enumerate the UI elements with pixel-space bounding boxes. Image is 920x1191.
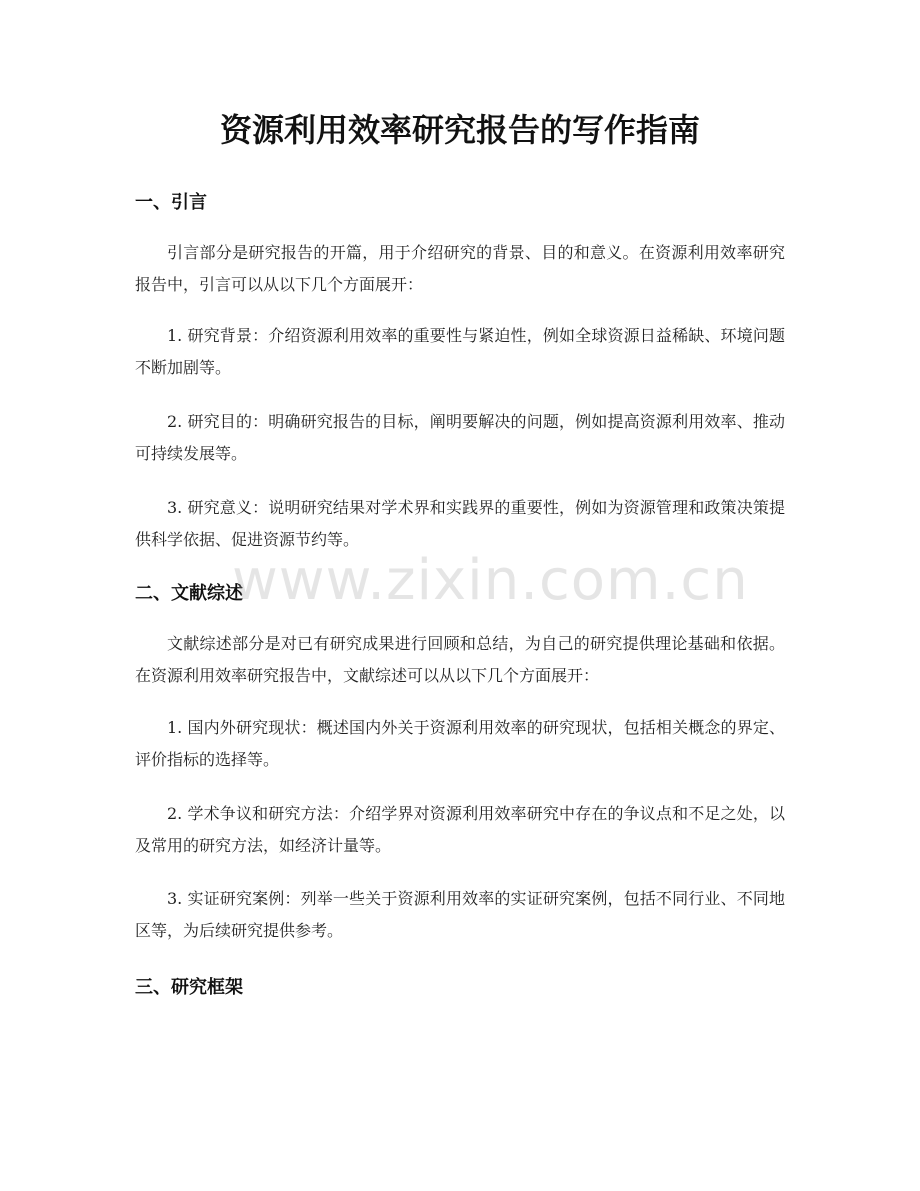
list-item-block (135, 406, 785, 470)
paragraph: 引言部分是研究报告的开篇，用于介绍研究的背景、目的和意义。在资源利用效率研究报告中，引言可以从以下几个方面展开： (135, 243, 785, 294)
list-item-block (135, 883, 785, 947)
list-item-block (135, 492, 785, 556)
section-introduction-body (135, 237, 785, 301)
section-heading: 一、引言 (135, 192, 207, 213)
list-item: 3. 实证研究案例：列举一些关于资源利用效率的实证研究案例，包括不同行业、不同地区等，为后续研究提供参考。 (135, 889, 785, 940)
watermark: www.zixin.com.cn (232, 548, 749, 613)
list-item-block (135, 798, 785, 862)
section-heading: 三、研究框架 (135, 977, 243, 998)
list-item-block (135, 320, 785, 384)
section-introduction (135, 190, 785, 216)
list-item: 2. 学术争议和研究方法：介绍学界对资源利用效率研究中存在的争议点和不足之处，以及常用的研究方法，如经济计量等。 (135, 804, 785, 855)
paragraph: 文献综述部分是对已有研究成果进行回顾和总结，为自己的研究提供理论基础和依据。在资源利用效率研究报告中，文献综述可以从以下几个方面展开： (135, 634, 785, 685)
section-literature-review (135, 581, 785, 607)
list-item: 2. 研究目的：明确研究报告的目标，阐明要解决的问题，例如提高资源利用效率、推动可持续发展等。 (135, 412, 785, 463)
list-item-block (135, 712, 785, 776)
section-literature-review-body (135, 628, 785, 692)
document-title: 资源利用效率研究报告的写作指南 (219, 111, 700, 149)
list-item: 1. 国内外研究现状：概述国内外关于资源利用效率的研究现状，包括相关概念的界定、评价指标的选择等。 (135, 718, 785, 769)
section-heading: 二、文献综述 (135, 583, 243, 604)
section-research-framework (135, 975, 785, 1001)
list-item: 1. 研究背景：介绍资源利用效率的重要性与紧迫性，例如全球资源日益稀缺、环境问题不断加剧等。 (135, 326, 785, 377)
list-item: 3. 研究意义：说明研究结果对学术界和实践界的重要性，例如为资源管理和政策决策提供科学依据、促进资源节约等。 (135, 498, 785, 549)
